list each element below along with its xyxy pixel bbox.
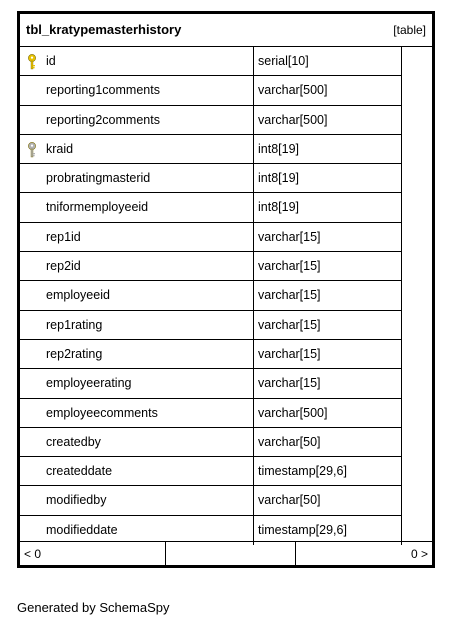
table-node[interactable]: [17, 11, 435, 568]
column-divider: [253, 369, 254, 397]
column-divider: [253, 164, 254, 192]
column-type: int8[19]: [258, 141, 300, 156]
column-list: [20, 47, 402, 545]
column-type: varchar[500]: [258, 405, 328, 420]
column-row[interactable]: [20, 135, 401, 164]
table-name[interactable]: tbl_kratypemasterhistory: [26, 22, 182, 37]
column-divider: [253, 47, 254, 75]
column-row[interactable]: [20, 252, 401, 281]
column-type: varchar[15]: [258, 376, 321, 391]
column-type: varchar[50]: [258, 434, 321, 449]
column-name[interactable]: employeerating: [46, 376, 132, 391]
column-name[interactable]: probratingmasterid: [46, 171, 151, 186]
column-name[interactable]: employeeid: [46, 288, 110, 303]
column-divider: [253, 106, 254, 134]
column-name[interactable]: rep2rating: [46, 346, 103, 361]
column-row[interactable]: [20, 193, 401, 222]
column-name[interactable]: kraid: [46, 141, 74, 156]
column-row[interactable]: [20, 399, 401, 428]
column-divider: [253, 76, 254, 104]
column-type: timestamp[29,6]: [258, 522, 347, 537]
footer-divider: [295, 542, 296, 565]
column-row[interactable]: [20, 223, 401, 252]
column-name[interactable]: modifieddate: [46, 522, 118, 537]
column-row[interactable]: [20, 164, 401, 193]
column-row[interactable]: [20, 340, 401, 369]
foreign-key-icon: [27, 142, 37, 158]
table-type-label: [table]: [393, 23, 426, 37]
column-type: serial[10]: [258, 54, 309, 68]
table-header: [20, 14, 432, 47]
parent-count[interactable]: < 0: [24, 547, 42, 561]
column-name[interactable]: reporting1comments: [46, 83, 160, 98]
column-type: varchar[15]: [258, 346, 321, 361]
column-type: varchar[15]: [258, 288, 321, 303]
column-row[interactable]: [20, 76, 401, 105]
column-type: int8[19]: [258, 200, 300, 215]
column-type: varchar[15]: [258, 259, 321, 274]
column-row[interactable]: [20, 457, 401, 486]
column-divider: [253, 281, 254, 309]
column-divider: [253, 193, 254, 221]
column-row[interactable]: [20, 281, 401, 310]
column-name[interactable]: modifiedby: [46, 493, 107, 508]
column-divider: [253, 311, 254, 339]
column-row[interactable]: [20, 106, 401, 135]
column-row[interactable]: [20, 369, 401, 398]
column-type: varchar[50]: [258, 493, 321, 508]
table-footer: [20, 541, 432, 565]
column-divider: [253, 428, 254, 456]
column-name[interactable]: rep1id: [46, 229, 81, 244]
column-divider: [253, 223, 254, 251]
column-row[interactable]: [20, 486, 401, 515]
column-name[interactable]: tniformemployeeid: [46, 200, 149, 215]
column-divider: [253, 252, 254, 280]
child-count[interactable]: 0 >: [410, 547, 428, 561]
column-name[interactable]: employeecomments: [46, 405, 158, 420]
column-divider: [253, 486, 254, 514]
column-name[interactable]: createdby: [46, 434, 101, 449]
column-row[interactable]: [20, 311, 401, 340]
column-name[interactable]: createddate: [46, 464, 113, 479]
column-row[interactable]: [20, 428, 401, 457]
column-name[interactable]: id: [46, 54, 56, 68]
column-divider: [253, 399, 254, 427]
column-type: varchar[15]: [258, 229, 321, 244]
column-type: varchar[15]: [258, 317, 321, 332]
column-type: int8[19]: [258, 171, 300, 186]
column-divider: [253, 135, 254, 163]
generated-by-text: Generated by SchemaSpy: [17, 600, 170, 615]
column-row[interactable]: [20, 47, 401, 76]
column-name[interactable]: rep2id: [46, 259, 81, 274]
column-type: varchar[500]: [258, 83, 328, 98]
column-divider: [253, 457, 254, 485]
column-name[interactable]: rep1rating: [46, 317, 103, 332]
column-name[interactable]: reporting2comments: [46, 112, 160, 127]
primary-key-icon: [27, 54, 37, 70]
column-type: varchar[500]: [258, 112, 328, 127]
column-divider: [253, 340, 254, 368]
column-type: timestamp[29,6]: [258, 464, 347, 479]
footer-divider: [165, 542, 166, 565]
